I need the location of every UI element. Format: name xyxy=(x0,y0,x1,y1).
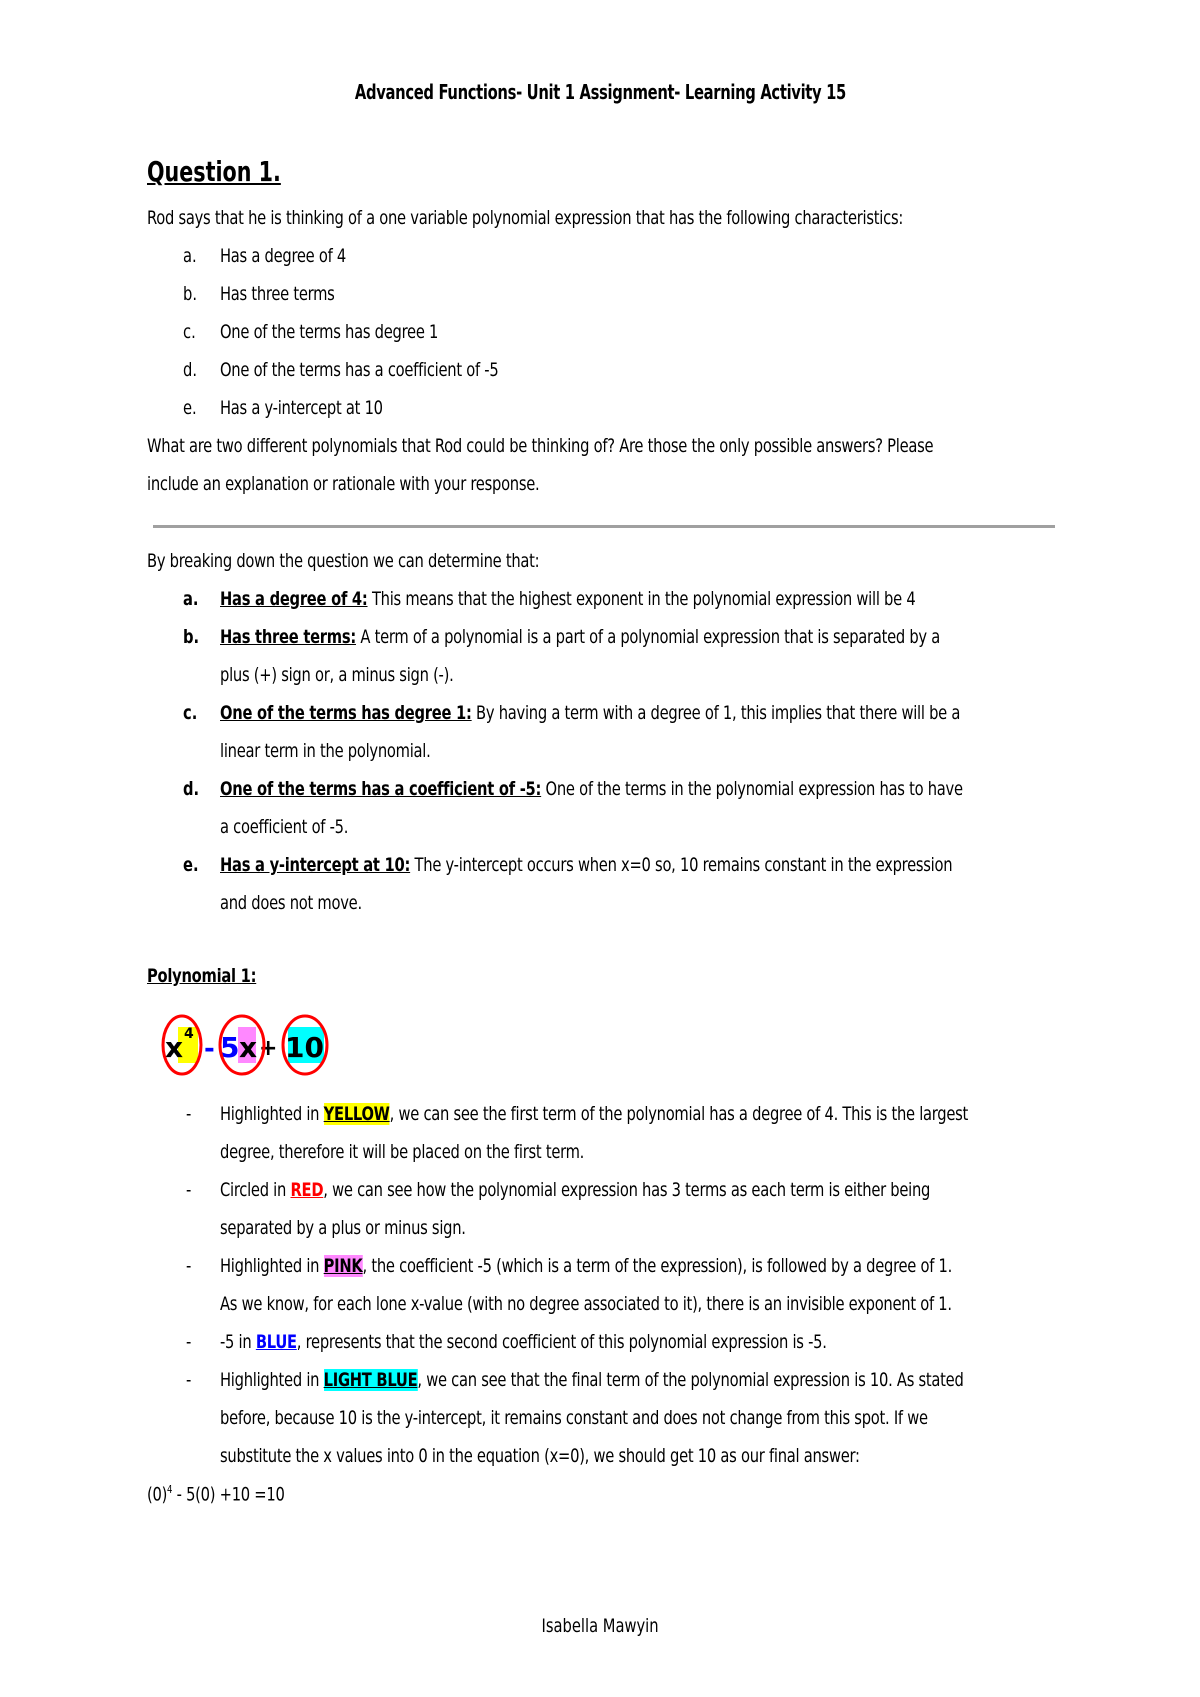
calc-rest: - 5(0) +10 =10 xyxy=(172,1483,285,1506)
red-key: RED xyxy=(290,1179,324,1201)
breakdown-text: linear term in the polynomial. xyxy=(220,740,431,762)
bullet-item xyxy=(220,1331,827,1353)
bullet-text: , represents that the second coefficient of this polynomial expression is -5. xyxy=(296,1331,827,1353)
list-item: One of the terms has degree 1 xyxy=(220,321,439,343)
breakdown-label: Has three terms: xyxy=(220,626,356,648)
breakdown-item xyxy=(220,778,963,800)
question-intro: Rod says that he is thinking of a one variable polynomial expression that has the following characteristics: xyxy=(147,207,904,229)
breakdown-text: This means that the highest exponent in the polynomial expression will be 4 xyxy=(367,588,916,610)
list-marker: a. xyxy=(183,588,199,610)
list-marker: e. xyxy=(183,397,197,419)
bullet-text: Circled in xyxy=(220,1179,291,1201)
breakdown-label: One of the terms has degree 1: xyxy=(220,702,472,724)
bullet-text: , we can see how the polynomial expression has 3 terms as each term is either being xyxy=(323,1179,931,1201)
page-footer xyxy=(0,1615,1200,1637)
breakdown-label: Has a y-intercept at 10: xyxy=(220,854,411,876)
bullet-marker: - xyxy=(186,1369,192,1391)
list-marker: c. xyxy=(183,321,196,343)
polynomial-expression xyxy=(160,1005,360,1085)
term2-variable: x xyxy=(239,1031,258,1064)
author-name: Isabella Mawyin xyxy=(541,1615,659,1637)
term1-exponent: 4 xyxy=(184,1026,194,1042)
horizontal-rule xyxy=(153,525,1055,528)
list-item: Has a degree of 4 xyxy=(220,245,347,267)
bullet-marker: - xyxy=(186,1179,192,1201)
list-marker: b. xyxy=(183,626,200,648)
breakdown-item xyxy=(220,588,915,610)
question-line: include an explanation or rationale with your response. xyxy=(147,473,540,495)
light-blue-key: LIGHT BLUE xyxy=(323,1369,418,1391)
constant-term: 10 xyxy=(285,1031,324,1064)
bullet-text: -5 in xyxy=(220,1331,256,1353)
list-item: Has three terms xyxy=(220,283,335,305)
bullet-text: , the coefficient -5 (which is a term of the expression), is followed by a degree of 1. xyxy=(362,1255,953,1277)
calc-base: (0) xyxy=(147,1483,168,1506)
breakdown-text: One of the terms in the polynomial expression has to have xyxy=(541,778,963,800)
list-marker: d. xyxy=(183,359,198,381)
breakdown-text: By having a term with a degree of 1, this implies that there will be a xyxy=(471,702,961,724)
bullet-text: Highlighted in xyxy=(220,1369,324,1391)
bullet-text: Highlighted in xyxy=(220,1255,324,1277)
blue-key: BLUE xyxy=(255,1331,297,1353)
bullet-text: separated by a plus or minus sign. xyxy=(220,1217,466,1239)
breakdown-text: The y-intercept occurs when x=0 so, 10 remains constant in the expression xyxy=(410,854,953,876)
bullet-text: degree, therefore it will be placed on the first term. xyxy=(220,1141,585,1163)
breakdown-item xyxy=(220,854,952,876)
bullet-marker: - xyxy=(186,1103,192,1125)
list-item: Has a y-intercept at 10 xyxy=(220,397,383,419)
breakdown-text: A term of a polynomial is a part of a polynomial expression that is separated by a xyxy=(355,626,941,648)
term1-base: x xyxy=(165,1031,184,1064)
breakdown-text: a coefficient of -5. xyxy=(220,816,349,838)
bullet-item xyxy=(220,1103,968,1125)
breakdown-label: Has a degree of 4: xyxy=(220,588,368,610)
pink-key: PINK xyxy=(323,1255,363,1277)
list-marker: a. xyxy=(183,245,197,267)
question-heading: Question 1. xyxy=(147,155,281,188)
final-calculation xyxy=(147,1483,285,1505)
bullet-text: , we can see the first term of the polynomial has a degree of 4. This is the largest xyxy=(389,1103,969,1125)
list-marker: c. xyxy=(183,702,198,724)
breakdown-item xyxy=(220,702,960,724)
list-marker: b. xyxy=(183,283,198,305)
yellow-key: YELLOW xyxy=(323,1103,390,1125)
bullet-text: substitute the x values into 0 in the equation (x=0), we should get 10 as our final answer: xyxy=(220,1445,860,1467)
bullet-text: , we can see that the final term of the polynomial expression is 10. As stated xyxy=(417,1369,964,1391)
bullet-marker: - xyxy=(186,1255,192,1277)
polynomial-heading: Polynomial 1: xyxy=(147,965,257,987)
coefficient: 5 xyxy=(220,1031,240,1064)
bullet-item xyxy=(220,1369,964,1391)
breakdown-item xyxy=(220,626,940,648)
document-title: Advanced Functions- Unit 1 Assignment- Learning Activity 15 xyxy=(354,80,846,104)
bullet-text: As we know, for each lone x-value (with no degree associated to it), there is an invisible exponent of 1. xyxy=(220,1293,952,1315)
plus-sign: + xyxy=(259,1036,278,1061)
bullet-item xyxy=(220,1179,930,1201)
minus-sign: - xyxy=(204,1034,215,1064)
breakdown-text: plus (+) sign or, a minus sign (-). xyxy=(220,664,454,686)
breakdown-text: and does not move. xyxy=(220,892,362,914)
list-item: One of the terms has a coefficient of -5 xyxy=(220,359,499,381)
list-marker: e. xyxy=(183,854,199,876)
question-line: What are two different polynomials that Rod could be thinking of? Are those the only possible answers? Please xyxy=(147,435,934,457)
list-marker: d. xyxy=(183,778,200,800)
bullet-text: Highlighted in xyxy=(220,1103,324,1125)
bullet-item xyxy=(220,1255,952,1277)
calc-exponent: 4 xyxy=(167,1483,173,1496)
breakdown-label: One of the terms has a coefficient of -5: xyxy=(220,778,542,800)
bullet-text: before, because 10 is the y-intercept, it remains constant and does not change from this spot. If we xyxy=(220,1407,928,1429)
breakdown-intro: By breaking down the question we can determine that: xyxy=(147,550,540,572)
bullet-marker: - xyxy=(186,1331,192,1353)
